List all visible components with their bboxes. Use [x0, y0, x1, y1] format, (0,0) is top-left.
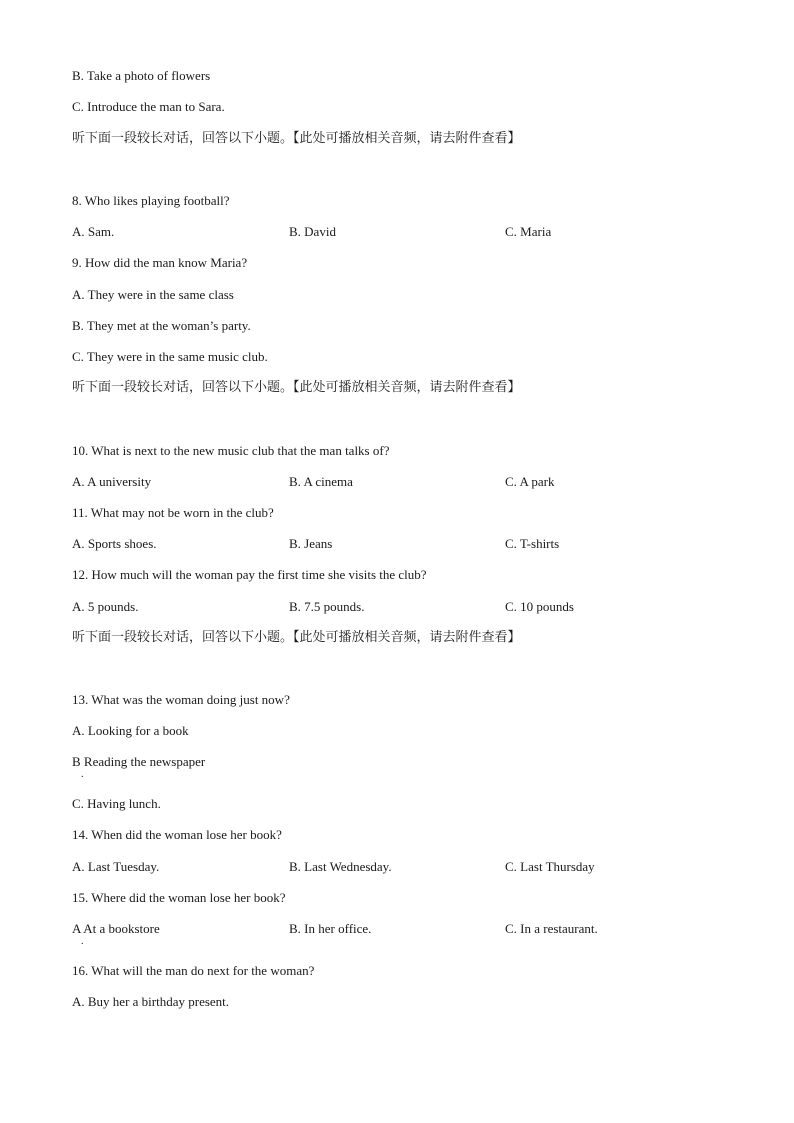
option-b-photo: B. Take a photo of flowers — [72, 68, 211, 83]
question-14: 14. When did the woman lose her book? — [72, 827, 282, 842]
q12-option-c: C. 10 pounds — [505, 599, 574, 614]
q9-option-b: B. They met at the woman’s party. — [72, 318, 251, 333]
instruction-audio-2: 听下面一段较长对话，回答以下小题。【此处可播放相关音频，请去附件查看】 — [72, 380, 521, 395]
q11-option-b: B. Jeans — [289, 536, 333, 551]
q13-option-b: B Reading the newspaper — [72, 754, 206, 769]
question-13: 13. What was the woman doing just now? — [72, 692, 290, 707]
q12-option-a: A. 5 pounds. — [72, 599, 139, 614]
q10-option-b: B. A cinema — [289, 474, 353, 489]
question-12: 12. How much will the woman pay the first time she visits the club? — [72, 567, 427, 582]
q10-option-a: A. A university — [72, 474, 152, 489]
question-11: 11. What may not be worn in the club? — [72, 505, 274, 520]
instruction-audio-3: 听下面一段较长对话，回答以下小题。【此处可播放相关音频，请去附件查看】 — [72, 630, 521, 645]
q8-option-c: C. Maria — [505, 224, 552, 239]
q9-option-a: A. They were in the same class — [72, 287, 234, 302]
q15-option-c: C. In a restaurant. — [505, 921, 598, 936]
q11-option-c: C. T-shirts — [505, 536, 560, 551]
q16-option-a: A. Buy her a birthday present. — [72, 994, 230, 1009]
q13-option-b-dot: . — [81, 769, 84, 780]
q14-option-b: B. Last Wednesday. — [289, 859, 392, 874]
q15-option-b: B. In her office. — [289, 921, 372, 936]
question-16: 16. What will the man do next for the woman? — [72, 963, 315, 978]
q9-option-c: C. They were in the same music club. — [72, 349, 268, 364]
q15-option-a: A At a bookstore — [72, 921, 160, 936]
q11-option-a: A. Sports shoes. — [72, 536, 157, 551]
question-10: 10. What is next to the new music club that the man talks of? — [72, 443, 390, 458]
option-c-introduce: C. Introduce the man to Sara. — [72, 99, 225, 114]
q8-option-b: B. David — [289, 224, 336, 239]
question-8: 8. Who likes playing football? — [72, 193, 230, 208]
question-15: 15. Where did the woman lose her book? — [72, 890, 286, 905]
instruction-audio-1: 听下面一段较长对话，回答以下小题。【此处可播放相关音频，请去附件查看】 — [72, 131, 521, 146]
q10-option-c: C. A park — [505, 474, 555, 489]
q13-option-a: A. Looking for a book — [72, 723, 189, 738]
q8-option-a: A. Sam. — [72, 224, 115, 239]
q14-option-c: C. Last Thursday — [505, 859, 595, 874]
q14-option-a: A. Last Tuesday. — [72, 859, 160, 874]
question-9: 9. How did the man know Maria? — [72, 255, 248, 270]
q12-option-b: B. 7.5 pounds. — [289, 599, 365, 614]
q13-option-c: C. Having lunch. — [72, 796, 161, 811]
q15-option-a-dot: . — [81, 936, 84, 947]
